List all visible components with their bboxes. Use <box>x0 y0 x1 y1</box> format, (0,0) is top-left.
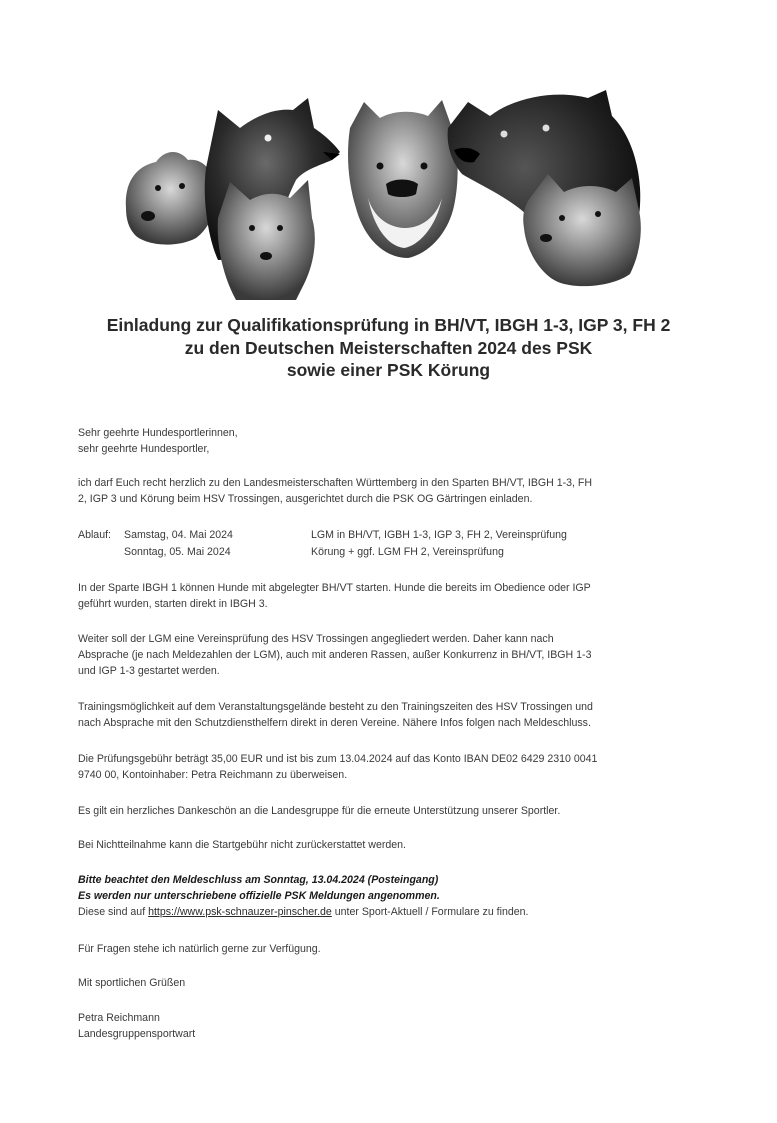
deadline-prefix: Diese sind auf <box>78 906 146 918</box>
signature-name: Petra Reichmann <box>78 1012 160 1024</box>
fee-paragraph <box>78 751 708 783</box>
questions-line: Für Fragen stehe ich natürlich gerne zur Verfügung. <box>78 943 321 955</box>
title-line-2: zu den Deutschen Meisterschaften 2024 des PSK <box>184 337 593 358</box>
fee-line-2: 9740 00, Kontoinhaber: Petra Reichmann zu überweisen. <box>78 769 348 781</box>
refund-paragraph <box>78 837 708 853</box>
deadline-line-1: Bitte beachtet den Meldeschluss am Sonntag, 13.04.2024 (Posteingang) <box>78 874 439 886</box>
ibgh-line-1: In der Sparte IBGH 1 können Hunde mit abgelegter BH/VT starten. Hunde die bereits im Obedience oder IGP <box>78 582 591 594</box>
closing-line: Mit sportlichen Grüßen <box>78 977 186 989</box>
closing <box>78 975 708 991</box>
intro-line-1: ich darf Euch recht herzlich zu den Landesmeisterschaften Württemberg in den Sparten BH/VT, IBGH 1-3, FH <box>78 477 593 489</box>
schedule-date-2: Sonntag, 05. Mai 2024 <box>124 545 231 558</box>
title-line-1: Einladung zur Qualifikationsprüfung in BH/VT, IBGH 1-3, IGP 3, FH 2 <box>106 315 671 335</box>
dog-head-small-pinscher-icon <box>218 180 315 300</box>
deadline-notice <box>78 872 708 920</box>
ibgh-line-2: geführt wurden, starten direkt in IBGH 3. <box>78 598 268 610</box>
salutation <box>78 425 708 457</box>
signature-role: Landesgruppensportwart <box>78 1028 196 1040</box>
intro-line-2: 2, IGP 3 und Körung beim HSV Trossingen, ausgerichtet durch die PSK OG Gärtringen einladen. <box>78 493 533 505</box>
training-line-1: Trainingsmöglichkeit auf dem Veranstaltungsgelände besteht zu den Trainingszeiten des HSV Trossingen und <box>78 701 593 713</box>
deadline-suffix: unter Sport-Aktuell / Formulare zu finden. <box>334 906 529 918</box>
thanks-paragraph <box>78 803 708 819</box>
signature <box>78 1010 708 1042</box>
deadline-line-3 <box>78 904 708 920</box>
dog-head-schnauzer-icon <box>348 100 458 258</box>
website-link[interactable]: https://www.psk-schnauzer-pinscher.de <box>148 906 332 918</box>
club-exam-paragraph <box>78 631 708 679</box>
training-paragraph <box>78 699 708 731</box>
schedule-date-1: Samstag, 04. Mai 2024 <box>124 529 233 541</box>
title-line-3: sowie einer PSK Körung <box>286 360 491 380</box>
fee-line-1: Die Prüfungsgebühr beträgt 35,00 EUR und ist bis zum 13.04.2024 auf das Konto IBAN DE02 6429 2310 0041 <box>78 753 598 765</box>
schedule <box>78 527 708 561</box>
schedule-event-2: Körung + ggf. LGM FH 2, Vereinsprüfung <box>311 545 504 558</box>
club-exam-line-1: Weiter soll der LGM eine Vereinsprüfung des HSV Trossingen angegliedert werden. Daher kann nach <box>78 633 554 645</box>
club-exam-line-2: Absprache (je nach Meldezahlen der LGM), auch mit anderen Rassen, außer Konkurrenz in BH/VT, IBGH 1-3 <box>78 649 592 661</box>
refund-line: Bei Nichtteilnahme kann die Startgebühr nicht zurückerstattet werden. <box>78 839 406 851</box>
page-title <box>0 314 777 382</box>
salutation-line-2: sehr geehrte Hundesportler, <box>78 443 210 455</box>
schedule-event-1: LGM in BH/VT, IGBH 1-3, IGP 3, FH 2, Vereinsprüfung <box>311 529 567 541</box>
deadline-line-2: Es werden nur unterschriebene offizielle PSK Meldungen angenommen. <box>78 890 440 902</box>
ibgh-paragraph <box>78 580 708 612</box>
schedule-label: Ablauf: <box>78 529 111 541</box>
dog-heads-illustration <box>118 88 663 300</box>
dog-head-terrier-right-icon <box>523 174 641 286</box>
questions-paragraph <box>78 941 708 957</box>
salutation-line-1: Sehr geehrte Hundesportlerinnen, <box>78 427 238 439</box>
training-line-2: nach Absprache mit den Schutzdiensthelfern direkt in deren Vereine. Nähere Infos folgen nach Meldeschluss. <box>78 717 591 729</box>
dog-head-terrier-left-icon <box>126 152 215 245</box>
club-exam-line-3: und IGP 1-3 gestartet werden. <box>78 665 220 677</box>
thanks-line: Es gilt ein herzliches Dankeschön an die Landesgruppe für die erneute Unterstützung unserer Sportler. <box>78 805 561 817</box>
intro-paragraph <box>78 475 708 507</box>
